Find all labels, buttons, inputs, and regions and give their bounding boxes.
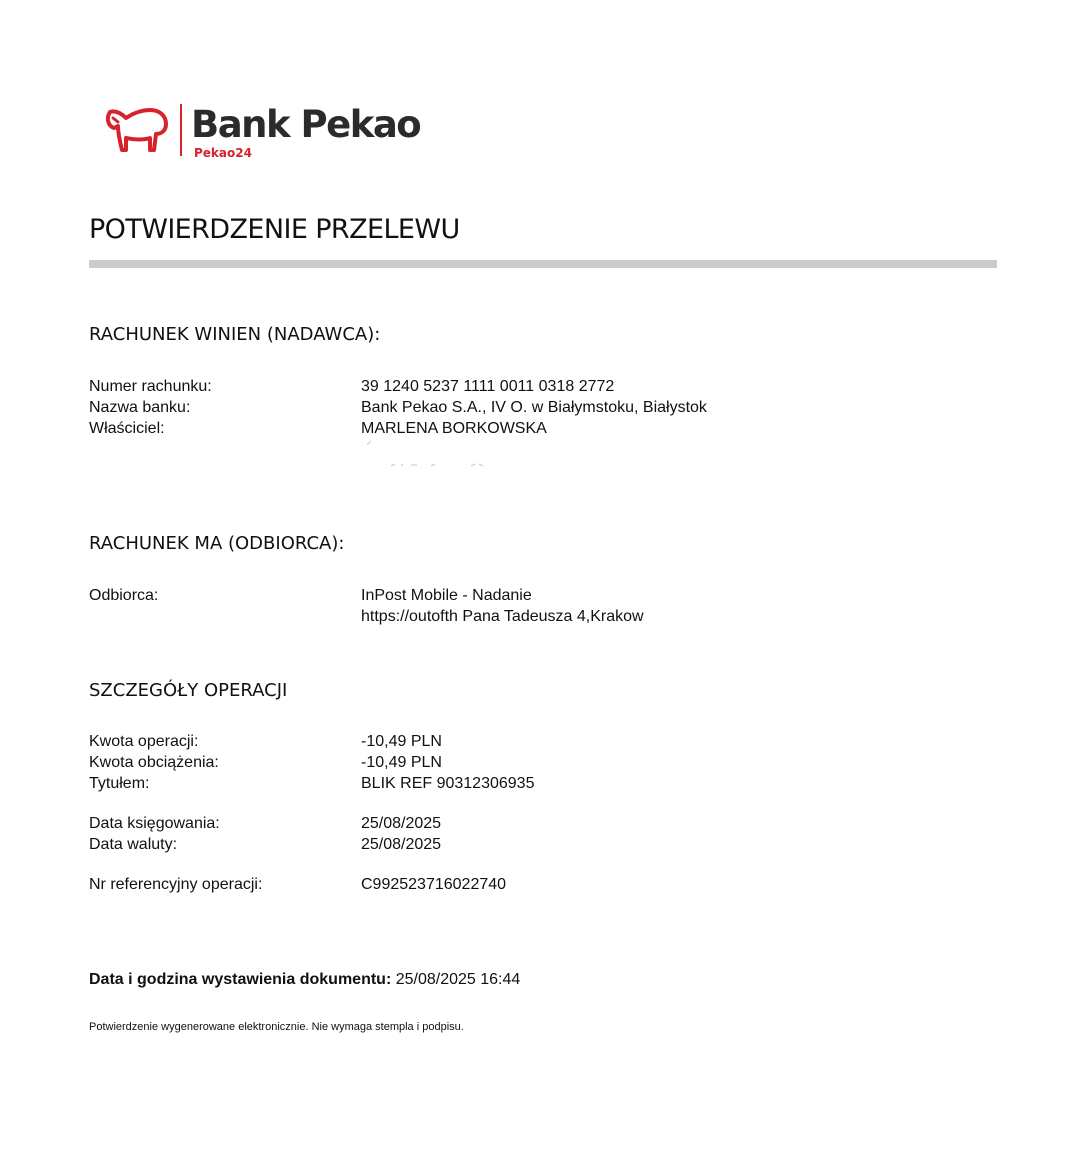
amount-label: Kwota operacji: [89, 733, 199, 750]
issued-label: Data i godzina wystawienia dokumentu: [89, 971, 392, 988]
issued-line [89, 971, 520, 989]
charge-label: Kwota obciążenia: [89, 754, 219, 771]
recipient-label: Odbiorca: [89, 587, 159, 604]
recipient-section-title: RACHUNEK MA (ODBIORCA): [89, 533, 345, 554]
bank-name-value: Bank Pekao S.A., IV O. w Białymstoku, Białystok [361, 399, 707, 416]
amount-value: -10,49 PLN [361, 733, 442, 750]
brand-sub: Pekao24 [194, 146, 252, 160]
redaction-trace [361, 440, 381, 446]
value-date-value: 25/08/2025 [361, 836, 442, 853]
sender-section-title: RACHUNEK WINIEN (NADAWCA): [89, 324, 381, 345]
transfer-title-label: Tytułem: [89, 775, 150, 792]
owner-value: MARLENA BORKOWSKA [361, 420, 547, 437]
document-title: POTWIERDZENIE PRZELEWU [89, 214, 460, 245]
reference-value: C992523716022740 [361, 876, 507, 893]
details-section-title: SZCZEGÓŁY OPERACJI [89, 680, 288, 701]
bison-logo-icon [104, 104, 170, 154]
logo-divider [180, 104, 182, 156]
title-divider [89, 260, 997, 268]
redaction-trace-2 [361, 462, 491, 468]
charge-value: -10,49 PLN [361, 754, 442, 771]
bank-logo [104, 100, 421, 164]
issued-value: 25/08/2025 16:44 [395, 971, 521, 988]
reference-label: Nr referencyjny operacji: [89, 876, 263, 893]
booking-date-label: Data księgowania: [89, 815, 220, 832]
recipient-name: InPost Mobile - Nadanie [361, 587, 532, 604]
bank-name-label: Nazwa banku: [89, 399, 191, 416]
account-number-label: Numer rachunku: [89, 378, 212, 395]
value-date-label: Data waluty: [89, 836, 178, 853]
footer-note: Potwierdzenie wygenerowane elektronicznie. Nie wymaga stempla i podpisu. [89, 1021, 464, 1033]
account-number-value: 39 1240 5237 1111 0011 0318 2772 [361, 378, 615, 395]
brand-name: Bank Pekao [191, 103, 421, 146]
transfer-title-value: BLIK REF 90312306935 [361, 775, 535, 792]
recipient-address: https://outofth Pana Tadeusza 4,Krakow [361, 608, 644, 625]
booking-date-value: 25/08/2025 [361, 815, 442, 832]
owner-label: Właściciel: [89, 420, 165, 437]
